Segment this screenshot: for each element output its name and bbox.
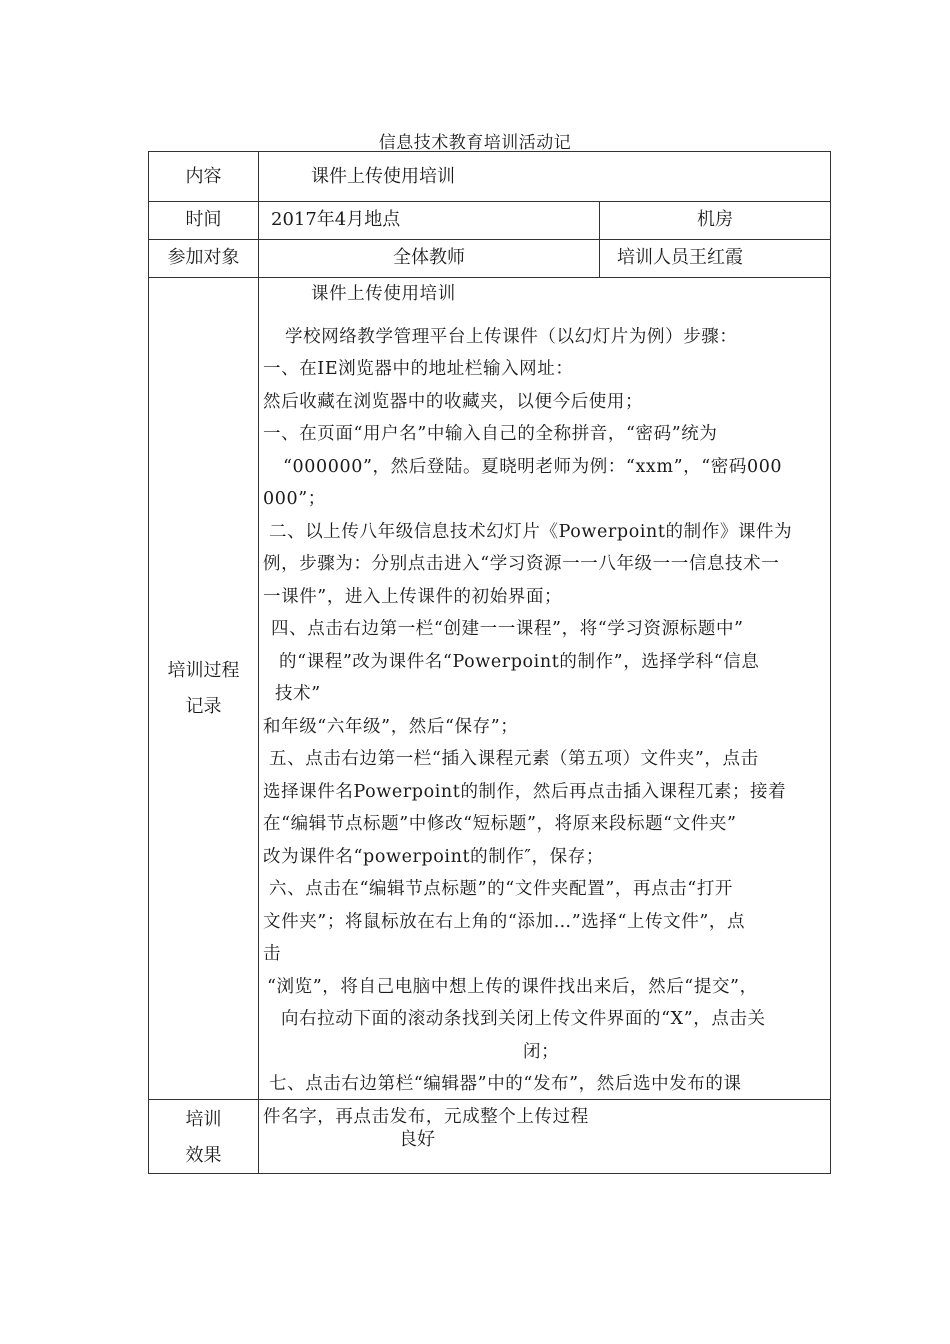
- effect-value: 良好: [399, 1129, 435, 1150]
- row-divider: [149, 201, 830, 202]
- record-label: 培训过程: [167, 660, 240, 681]
- record-line: 例，步骤为：分别点击进入“学习资源一一八年级一一信息技术一: [263, 554, 780, 574]
- record-label: 记录: [185, 696, 222, 717]
- effect-label: 效果: [185, 1145, 222, 1166]
- record-line: 四、点击右边第一栏“创建一一课程”，将“学习资源标题中”: [271, 619, 744, 639]
- record-line: 件名字，再点击发布，元成整个上传过程: [263, 1106, 589, 1127]
- record-line: 000”；: [263, 489, 326, 509]
- record-line: 六、点击在“编辑节点标题”的“文件夹配置”，再点击“打开: [269, 879, 734, 899]
- record-line: 一、在页面“用户名”中输入自己的全称拼音，“密码”统为: [263, 424, 718, 444]
- record-line: 和年级“六年级”，然后“保存”；: [263, 716, 519, 737]
- record-line: 五、点击右边第一栏“插入课程元素（第五项）文件夹”，点击: [269, 749, 759, 769]
- time-label: 时间: [185, 209, 222, 230]
- record-line: 的“课程”改为课件名“Powerpoint的制作”，选择学科“信息: [279, 651, 760, 672]
- content-value: 课件上传使用培训: [311, 166, 455, 187]
- time-value: 2017年4月地点: [271, 209, 401, 230]
- record-line: 向右拉动下面的滚动条找到关闭上传文件界面的“X”，点击关: [281, 1009, 766, 1029]
- place-value: 机房: [697, 209, 733, 230]
- participants-value: 全体教师: [393, 247, 465, 268]
- record-line: “浏览”，将自己电脑中想上传的课件找出来后，然后“提交”，: [267, 976, 758, 997]
- record-line: 然后收藏在浏览器中的收藏夹，以便今后使用；: [263, 391, 644, 412]
- record-line: 一、在IE浏览器中的地址栏输入网址：: [263, 359, 574, 379]
- effect-label: 培训: [185, 1109, 222, 1130]
- row-divider: [149, 239, 830, 240]
- record-line: 击: [263, 944, 282, 964]
- record-line: 选择课件名Powerpoint的制作，然后再点击插入课程兀素；接着: [263, 781, 787, 802]
- record-line: 改为课件名“powerpoint的制作″，保存；: [263, 846, 604, 867]
- record-line: 学校网络教学管理平台上传课件（以幻灯片为例）步骤：: [285, 326, 738, 347]
- record-line: 二、以上传八年级信息技术幻灯片《Powerpoint的制作》课件为: [269, 521, 793, 542]
- record-line: 七、点击右边第栏“编辑器”中的“发布”，然后选中发布的课: [269, 1074, 742, 1094]
- trainer-value: 培训人员王红霞: [617, 247, 743, 268]
- column-divider: [258, 152, 259, 1173]
- content-label: 内容: [185, 166, 222, 187]
- record-line: 闭；: [523, 1041, 560, 1062]
- document-title: 信息技术教育培训活动记: [378, 133, 572, 153]
- record-content: [261, 278, 827, 1127]
- record-line: 在“编辑节点标题”中修改“短标题”，将原来段标题“文件夹”: [263, 814, 737, 834]
- training-record-table: [148, 151, 831, 1174]
- record-line: 课件上传使用培训: [311, 284, 456, 304]
- record-line: “000000”，然后登陆。夏晓明老师为例：“xxm”，“密码000: [283, 456, 783, 477]
- record-line: 技术”: [275, 684, 321, 704]
- record-line: 文件夹”；将鼠标放在右上角的“添加…”选择“上传文件”，点: [263, 911, 746, 932]
- record-line: 一课件”，进入上传课件的初始界面；: [263, 586, 563, 607]
- participants-label: 参加对象: [167, 247, 240, 268]
